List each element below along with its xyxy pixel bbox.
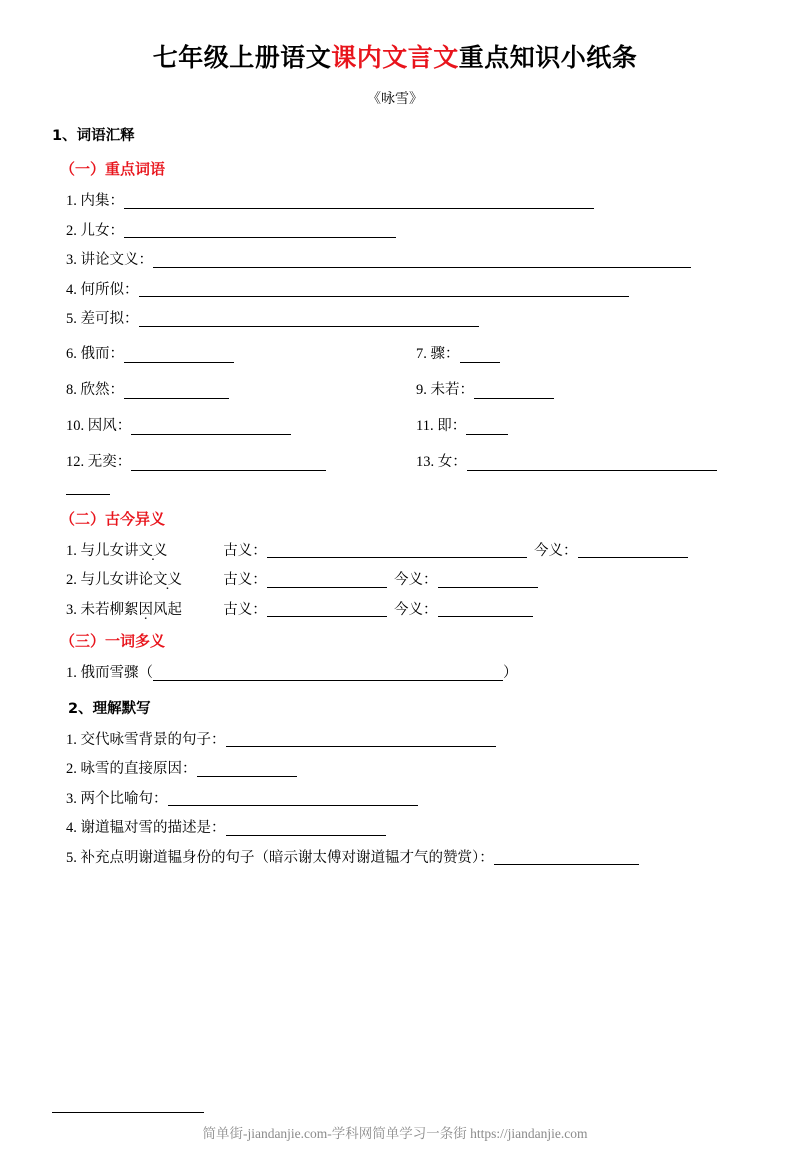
ancient-blank[interactable] <box>267 544 527 558</box>
ancient-blank[interactable] <box>267 603 387 617</box>
polysemy-list <box>52 666 738 681</box>
polysemy-label: 1. 俄而雪骤（ <box>66 665 153 681</box>
phrase-label: 2. 与儿女讲论文义 <box>66 572 182 588</box>
recitation-item <box>52 792 738 807</box>
recitation-item <box>52 733 738 748</box>
keyword-item <box>52 194 738 209</box>
keyword-pair-row <box>52 450 738 471</box>
subsection-heading-polysemy: （三）一词多义 <box>60 632 166 650</box>
answer-blank[interactable] <box>494 851 639 865</box>
answer-blank[interactable] <box>467 457 717 471</box>
keyword-label: 12. 无奕： <box>66 453 132 470</box>
keyword-item <box>52 224 738 239</box>
page-title <box>52 38 738 74</box>
keyword-label: 10. 因风： <box>66 417 132 434</box>
ancient-modern-list <box>52 544 738 618</box>
answer-blank[interactable] <box>124 224 396 238</box>
answer-blank[interactable] <box>124 349 234 363</box>
title-highlight: 课内文言文 <box>331 43 459 72</box>
keyword-label: 6. 俄而： <box>66 345 124 362</box>
ancient-modern-item <box>52 573 738 588</box>
keyword-label: 9. 未若： <box>416 381 474 398</box>
keyword-label: 2. 儿女： <box>66 222 124 239</box>
keyword-item <box>52 312 738 327</box>
answer-blank[interactable] <box>124 385 229 399</box>
document-page <box>0 38 790 1156</box>
section-heading-1: 1、词语汇释 <box>52 128 135 144</box>
keywords-tail-blank-row <box>52 477 738 495</box>
modern-label: 今义： <box>386 601 438 618</box>
recitation-item <box>52 762 738 777</box>
recitation-label: 3. 两个比喻句： <box>66 790 168 807</box>
answer-blank[interactable] <box>124 195 594 209</box>
keyword-item <box>66 342 416 363</box>
modern-label: 今义： <box>526 542 578 559</box>
footer-watermark: 简单街-jiandanjie.com-学科网简单学习一条街 https://jiandanjie.com <box>202 1126 588 1141</box>
keyword-item <box>416 378 554 399</box>
answer-blank[interactable] <box>197 763 297 777</box>
answer-blank[interactable] <box>474 385 554 399</box>
keyword-item <box>52 253 738 268</box>
keyword-label: 3. 讲论文义： <box>66 252 153 268</box>
emphasis-dotted-text: 因 <box>138 601 153 618</box>
polysemy-close-paren: ） <box>503 665 518 681</box>
keyword-pair-row <box>52 342 738 363</box>
keyword-item <box>416 414 508 435</box>
keyword-item <box>66 414 416 435</box>
recitation-label: 2. 咏雪的直接原因： <box>66 761 197 777</box>
answer-blank[interactable] <box>168 792 418 806</box>
recitation-label: 4. 谢道韫对雪的描述是： <box>66 820 226 836</box>
recitation-label: 1. 交代咏雪背景的句子： <box>66 731 226 748</box>
recitation-label: 5. 补充点明谢道韫身份的句子（暗示谢太傅对谢道韫才气的赞赏）： <box>66 849 494 866</box>
answer-blank[interactable] <box>131 457 326 471</box>
answer-blank[interactable] <box>131 421 291 435</box>
answer-blank[interactable] <box>226 733 496 747</box>
answer-blank[interactable] <box>66 481 110 495</box>
ancient-modern-item <box>52 544 738 559</box>
section-heading-2: 2、理解默写 <box>68 700 151 717</box>
ancient-label: 古义： <box>216 601 267 618</box>
answer-blank[interactable] <box>460 349 500 363</box>
answer-blank[interactable] <box>153 254 691 268</box>
footer-divider <box>52 1112 204 1113</box>
answer-blank[interactable] <box>139 313 479 327</box>
keyword-item <box>416 450 717 471</box>
keyword-label: 7. 骤： <box>416 345 460 362</box>
keywords-list <box>52 194 738 471</box>
modern-blank[interactable] <box>438 603 533 617</box>
emphasis-dotted-text: 文义 <box>153 572 182 588</box>
keyword-label: 13. 女： <box>416 453 467 470</box>
keyword-pair-row <box>52 414 738 435</box>
polysemy-item <box>52 666 738 681</box>
modern-label: 今义： <box>386 572 438 588</box>
subsection-heading-ancient-modern: （二）古今异义 <box>60 509 166 528</box>
title-part1: 七年级上册语文 <box>152 43 332 72</box>
ancient-modern-item <box>52 603 738 618</box>
recitation-item <box>52 821 738 836</box>
keyword-item <box>66 378 416 399</box>
keyword-item <box>52 283 738 298</box>
modern-blank[interactable] <box>438 574 538 588</box>
ancient-label: 古义： <box>216 542 267 559</box>
answer-blank[interactable] <box>466 421 508 435</box>
recitation-item <box>52 851 738 866</box>
phrase-label: 3. 未若柳絮因风起 <box>66 601 182 618</box>
answer-blank[interactable] <box>153 667 503 681</box>
answer-blank[interactable] <box>226 822 386 836</box>
keyword-label: 11. 即： <box>416 417 467 434</box>
ancient-blank[interactable] <box>267 574 387 588</box>
subtitle: 《咏雪》 <box>367 92 423 107</box>
title-part2: 重点知识小纸条 <box>458 43 638 72</box>
modern-blank[interactable] <box>578 544 688 558</box>
recitation-list <box>52 733 738 866</box>
keyword-label: 5. 差可拟： <box>66 311 139 327</box>
keyword-item <box>66 450 416 471</box>
keyword-label: 4. 何所似： <box>66 281 139 298</box>
emphasis-dotted-text: 文义 <box>138 542 168 559</box>
keyword-label: 1. 内集： <box>66 193 124 209</box>
keyword-label: 8. 欣然： <box>66 381 124 398</box>
subsection-heading-key-words: （一）重点词语 <box>60 160 166 178</box>
keyword-item <box>416 342 500 363</box>
phrase-label: 1. 与儿女讲文义 <box>66 542 168 559</box>
keyword-pair-row <box>52 378 738 399</box>
ancient-label: 古义： <box>216 572 267 588</box>
answer-blank[interactable] <box>139 283 629 297</box>
